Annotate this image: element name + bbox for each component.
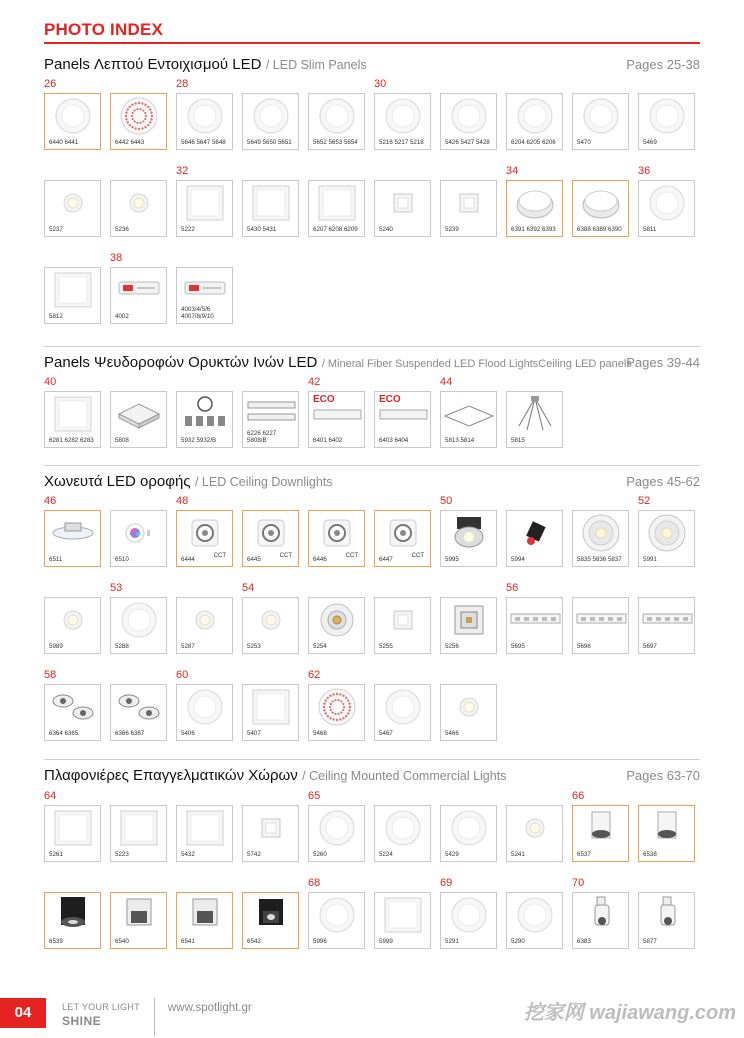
product-tile[interactable] bbox=[638, 597, 695, 654]
product-tile[interactable] bbox=[308, 597, 365, 654]
product-tile[interactable] bbox=[374, 805, 431, 862]
product-tile[interactable] bbox=[110, 892, 167, 949]
product-code: 5877 bbox=[643, 938, 657, 945]
page-number-label: 69 bbox=[440, 877, 453, 889]
product-code: 5406 bbox=[181, 730, 195, 737]
cct-label: CCT bbox=[411, 553, 424, 559]
page-number-label: 34 bbox=[506, 165, 519, 177]
product-tile[interactable] bbox=[572, 805, 629, 862]
product-code: 5253 bbox=[247, 643, 261, 650]
product-code: 6538 bbox=[643, 851, 657, 858]
product-tile[interactable] bbox=[110, 93, 167, 150]
product-code: 5291 bbox=[445, 938, 459, 945]
product-tile[interactable] bbox=[110, 684, 167, 741]
product-tile[interactable] bbox=[506, 510, 563, 567]
product-tile[interactable] bbox=[308, 510, 365, 567]
product-code: 6388 6389 6390 bbox=[577, 226, 622, 233]
product-code: 5223 bbox=[115, 851, 129, 858]
footer-tagline-bottom: SHINE bbox=[62, 1014, 102, 1028]
product-tile[interactable] bbox=[176, 684, 233, 741]
product-tile[interactable] bbox=[242, 597, 299, 654]
product-code: 5261 bbox=[49, 851, 63, 858]
eco-badge: ECO bbox=[379, 394, 401, 405]
product-tile[interactable] bbox=[374, 93, 431, 150]
page-number-label: 36 bbox=[638, 165, 651, 177]
product-code: 6542 bbox=[247, 938, 261, 945]
product-tile[interactable] bbox=[110, 180, 167, 237]
product-tile[interactable] bbox=[374, 892, 431, 949]
page-number-label: 42 bbox=[308, 376, 321, 388]
product-code: 6364 6365 bbox=[49, 730, 79, 737]
section-title: Panels Λεπτού Εντοιχισμού LED bbox=[44, 56, 262, 73]
product-code: 5241 bbox=[511, 851, 525, 858]
product-tile[interactable] bbox=[374, 180, 431, 237]
product-tile[interactable] bbox=[176, 510, 233, 567]
section-divider bbox=[44, 346, 700, 347]
product-code: 5287 bbox=[181, 643, 195, 650]
product-tile[interactable] bbox=[110, 267, 167, 324]
product-tile[interactable] bbox=[374, 391, 431, 448]
product-code: 6366 6367 bbox=[115, 730, 145, 737]
cct-label: CCT bbox=[279, 553, 292, 559]
product-code: 6401 6402 bbox=[313, 437, 343, 444]
product-code: 5808 bbox=[115, 437, 129, 444]
product-code: 5255 bbox=[379, 643, 393, 650]
page-number-label: 53 bbox=[110, 582, 123, 594]
product-code: 6511 bbox=[49, 556, 63, 563]
product-tile[interactable] bbox=[506, 180, 563, 237]
page-number-label: 28 bbox=[176, 78, 189, 90]
product-tile[interactable] bbox=[110, 597, 167, 654]
product-tile[interactable] bbox=[506, 391, 563, 448]
page-number-label: 70 bbox=[572, 877, 585, 889]
page-number-label: 48 bbox=[176, 495, 189, 507]
product-code: 5239 bbox=[445, 226, 459, 233]
product-code: 5468 bbox=[313, 730, 327, 737]
product-tile[interactable] bbox=[572, 892, 629, 949]
footer-page-number: 04 bbox=[0, 998, 46, 1028]
product-code: 4003/4/5/6 4007/8/9/10 bbox=[181, 306, 214, 320]
product-tile[interactable] bbox=[440, 510, 497, 567]
product-tile[interactable] bbox=[440, 391, 497, 448]
product-code: 6537 bbox=[577, 851, 591, 858]
product-code: 6541 bbox=[181, 938, 195, 945]
product-tile[interactable] bbox=[44, 892, 101, 949]
cct-label: CCT bbox=[345, 553, 358, 559]
product-code: 6447 bbox=[379, 556, 393, 563]
product-code: 5466 bbox=[445, 730, 459, 737]
product-tile[interactable] bbox=[44, 597, 101, 654]
product-code: 6444 bbox=[181, 556, 195, 563]
footer-divider bbox=[154, 998, 155, 1036]
product-code: 5813 5814 bbox=[445, 437, 475, 444]
product-tile[interactable] bbox=[572, 93, 629, 150]
product-tile[interactable] bbox=[506, 892, 563, 949]
product-code: 5995 bbox=[445, 556, 459, 563]
product-code: 5815 bbox=[511, 437, 525, 444]
page-number-label: 30 bbox=[374, 78, 387, 90]
product-tile[interactable] bbox=[176, 391, 233, 448]
title-rule bbox=[44, 42, 700, 44]
product-tile[interactable] bbox=[308, 684, 365, 741]
product-tile[interactable] bbox=[176, 805, 233, 862]
product-tile[interactable] bbox=[374, 510, 431, 567]
product-code: 5697 bbox=[643, 643, 657, 650]
product-code: 5835 5836 5837 bbox=[577, 556, 622, 563]
product-code: 6403 6404 bbox=[379, 437, 409, 444]
section-title: Panels Ψευδοροφών Ορυκτών Ινών LED bbox=[44, 354, 318, 371]
page-number-label: 50 bbox=[440, 495, 453, 507]
product-code: 6539 bbox=[49, 938, 63, 945]
product-code: 5426 5427 5428 bbox=[445, 139, 490, 146]
section-pages: Pages 63-70 bbox=[626, 768, 700, 783]
section-header-downlights bbox=[44, 473, 700, 493]
product-code: 5222 bbox=[181, 226, 195, 233]
product-code: 5407 bbox=[247, 730, 261, 737]
section-title: Πλαφονιέρες Επαγγελματικών Χώρων bbox=[44, 767, 298, 784]
cct-label: CCT bbox=[213, 553, 226, 559]
section-pages: Pages 39-44 bbox=[626, 355, 700, 370]
product-tile[interactable] bbox=[572, 510, 629, 567]
product-code: 5260 bbox=[313, 851, 327, 858]
product-tile[interactable] bbox=[440, 684, 497, 741]
product-code: 5696 bbox=[577, 643, 591, 650]
product-code: 5290 bbox=[511, 938, 525, 945]
product-tile[interactable] bbox=[44, 805, 101, 862]
product-code: 5288 bbox=[115, 643, 129, 650]
product-code: 5254 bbox=[313, 643, 327, 650]
page-number-label: 65 bbox=[308, 790, 321, 802]
product-code: 5812 bbox=[49, 313, 63, 320]
section-divider bbox=[44, 759, 700, 760]
product-code: 6204 6205 6206 bbox=[511, 139, 556, 146]
page-number-label: 64 bbox=[44, 790, 57, 802]
product-tile[interactable] bbox=[440, 805, 497, 862]
page-number-label: 44 bbox=[440, 376, 453, 388]
section-subtitle: / LED Slim Panels bbox=[265, 58, 367, 72]
page-number-label: 60 bbox=[176, 669, 189, 681]
product-code: 5652 5653 5654 bbox=[313, 139, 358, 146]
product-tile[interactable] bbox=[572, 180, 629, 237]
product-tile[interactable] bbox=[308, 805, 365, 862]
product-tile[interactable] bbox=[176, 267, 233, 324]
section-pages: Pages 25-38 bbox=[626, 57, 700, 72]
product-tile[interactable] bbox=[242, 93, 299, 150]
product-tile[interactable] bbox=[110, 510, 167, 567]
product-tile[interactable] bbox=[176, 180, 233, 237]
product-tile[interactable] bbox=[308, 892, 365, 949]
product-code: 6440 6441 bbox=[49, 139, 79, 146]
page-number-label: 66 bbox=[572, 790, 585, 802]
product-code: 5432 bbox=[181, 851, 195, 858]
product-tile[interactable] bbox=[638, 180, 695, 237]
product-code: 5216 5217 5218 bbox=[379, 139, 424, 146]
product-tile[interactable] bbox=[242, 510, 299, 567]
product-tile[interactable] bbox=[440, 180, 497, 237]
page-number-label: 32 bbox=[176, 165, 189, 177]
page-number-label: 46 bbox=[44, 495, 57, 507]
section-divider bbox=[44, 465, 700, 466]
product-code: 6226 6227 5808/B bbox=[247, 430, 277, 444]
section-subtitle: / LED Ceiling Downlights bbox=[194, 475, 333, 489]
product-code: 5999 bbox=[379, 938, 393, 945]
page-number-label: 62 bbox=[308, 669, 321, 681]
product-code: 5224 bbox=[379, 851, 393, 858]
product-tile[interactable] bbox=[638, 805, 695, 862]
product-tile[interactable] bbox=[44, 684, 101, 741]
product-tile[interactable] bbox=[440, 597, 497, 654]
footer-tagline-top: LET YOUR LIGHT bbox=[62, 1002, 140, 1012]
product-tile[interactable] bbox=[506, 93, 563, 150]
product-code: 6446 bbox=[313, 556, 327, 563]
product-tile[interactable] bbox=[44, 267, 101, 324]
product-tile[interactable] bbox=[308, 93, 365, 150]
section-subtitle: / Ceiling Mounted Commercial Lights bbox=[302, 769, 507, 783]
page-title: PHOTO INDEX bbox=[44, 20, 164, 39]
watermark: 挖家网 wajiawang.com bbox=[523, 1002, 736, 1024]
product-code: 4002 bbox=[115, 313, 129, 320]
product-tile[interactable] bbox=[242, 892, 299, 949]
product-code: 5649 5650 5651 bbox=[247, 139, 292, 146]
product-code: 5237 bbox=[49, 226, 63, 233]
product-code: 5240 bbox=[379, 226, 393, 233]
section-subtitle: / Mineral Fiber Suspended LED Flood LightsCeiling LED panels bbox=[321, 358, 632, 370]
product-tile[interactable] bbox=[44, 510, 101, 567]
product-code: 5932 5932/B bbox=[181, 437, 217, 444]
product-code: 5646 5647 5648 bbox=[181, 139, 226, 146]
product-tile[interactable] bbox=[176, 93, 233, 150]
product-code: 5256 bbox=[445, 643, 459, 650]
product-code: 6445 bbox=[247, 556, 261, 563]
product-code: 5996 bbox=[313, 938, 327, 945]
page-number-label: 56 bbox=[506, 582, 519, 594]
product-code: 5236 bbox=[115, 226, 129, 233]
page-number-label: 54 bbox=[242, 582, 255, 594]
product-tile[interactable] bbox=[242, 684, 299, 741]
product-code: 6207 6208 6209 bbox=[313, 226, 358, 233]
product-tile[interactable] bbox=[440, 93, 497, 150]
footer-website[interactable]: www.spotlight.gr bbox=[168, 1002, 252, 1014]
product-tile[interactable] bbox=[176, 892, 233, 949]
page-number-label: 68 bbox=[308, 877, 321, 889]
product-tile[interactable] bbox=[506, 805, 563, 862]
product-code: 6391 6392 6393 bbox=[511, 226, 556, 233]
product-tile[interactable] bbox=[110, 391, 167, 448]
product-code: 5811 bbox=[643, 226, 657, 233]
section-header-slim-panels bbox=[44, 56, 700, 76]
product-tile[interactable] bbox=[374, 684, 431, 741]
product-tile[interactable] bbox=[308, 391, 365, 448]
product-code: 6510 bbox=[115, 556, 129, 563]
product-tile[interactable] bbox=[638, 892, 695, 949]
product-tile[interactable] bbox=[242, 805, 299, 862]
page-number-label: 58 bbox=[44, 669, 57, 681]
product-code: 5991 bbox=[643, 556, 657, 563]
page-number-label: 52 bbox=[638, 495, 651, 507]
product-tile[interactable] bbox=[176, 597, 233, 654]
product-code: 5742 bbox=[247, 851, 261, 858]
product-code: 5695 bbox=[511, 643, 525, 650]
product-tile[interactable] bbox=[572, 597, 629, 654]
product-code: 6383 bbox=[577, 938, 591, 945]
product-tile[interactable] bbox=[242, 180, 299, 237]
product-code: 6540 bbox=[115, 938, 129, 945]
product-tile[interactable] bbox=[44, 391, 101, 448]
product-code: 5430 5431 bbox=[247, 226, 277, 233]
product-code: 6281 6282 6283 bbox=[49, 437, 94, 444]
product-tile[interactable] bbox=[440, 892, 497, 949]
page-number-label: 38 bbox=[110, 252, 123, 264]
section-header-mineral-fiber bbox=[44, 354, 700, 374]
product-code: 6442 6443 bbox=[115, 139, 145, 146]
page-number-label: 26 bbox=[44, 78, 57, 90]
section-title: Χωνευτά LED οροφής bbox=[44, 473, 191, 490]
product-code: 5429 bbox=[445, 851, 459, 858]
product-code: 5989 bbox=[49, 643, 63, 650]
product-tile[interactable] bbox=[638, 93, 695, 150]
product-code: 5469 bbox=[643, 139, 657, 146]
section-pages: Pages 45-62 bbox=[626, 474, 700, 489]
section-header-ceiling-mounted bbox=[44, 767, 700, 787]
product-tile[interactable] bbox=[374, 597, 431, 654]
product-tile[interactable] bbox=[242, 391, 299, 448]
product-tile[interactable] bbox=[44, 93, 101, 150]
product-code: 5467 bbox=[379, 730, 393, 737]
product-tile[interactable] bbox=[638, 510, 695, 567]
eco-badge: ECO bbox=[313, 394, 335, 405]
product-code: 5994 bbox=[511, 556, 525, 563]
product-tile[interactable] bbox=[44, 180, 101, 237]
product-tile[interactable] bbox=[110, 805, 167, 862]
product-code: 5470 bbox=[577, 139, 591, 146]
product-tile[interactable] bbox=[308, 180, 365, 237]
page-number-label: 40 bbox=[44, 376, 57, 388]
product-tile[interactable] bbox=[506, 597, 563, 654]
